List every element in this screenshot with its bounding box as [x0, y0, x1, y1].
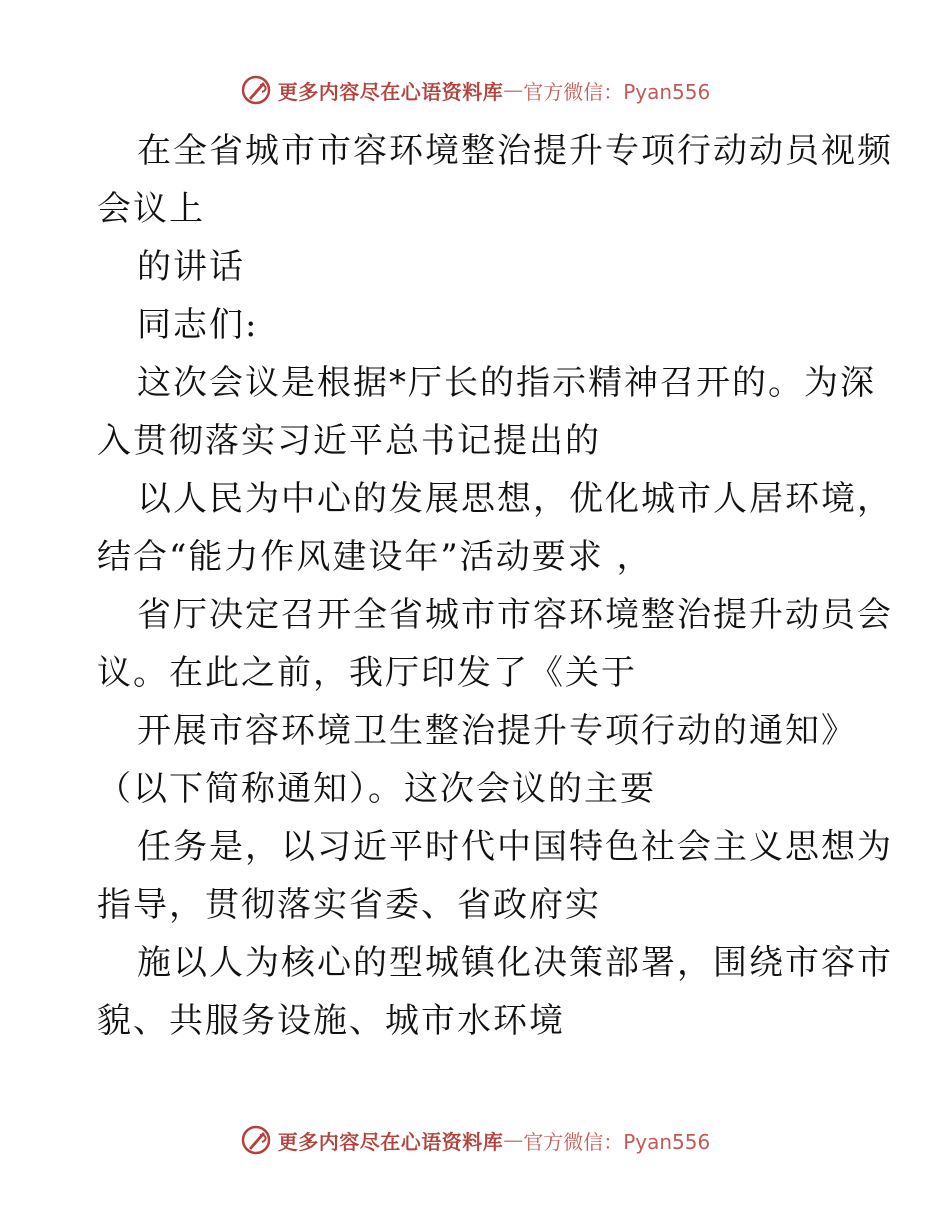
banner-dash: —	[503, 1128, 524, 1152]
banner-dash: —	[503, 78, 524, 102]
text-line: 貌、共服务设施、城市水环境	[97, 1001, 565, 1041]
text-line: 同志们:	[137, 305, 259, 345]
quill-logo-icon	[240, 1124, 272, 1156]
footer-watermark	[0, 1120, 950, 1160]
text-line: 这次会议是根据*厅长的指示精神召开的。为深	[137, 363, 876, 403]
text-line: 的讲话	[137, 247, 245, 287]
text-line: 会议上	[97, 189, 205, 229]
text-line: 任务是，以习近平时代中国特色社会主义思想为	[137, 827, 893, 867]
text-line: 入贯彻落实习近平总书记提出的	[97, 421, 601, 461]
speech-body	[97, 122, 897, 1050]
text-line: （以下简称通知）。这次会议的主要	[97, 769, 656, 809]
header-watermark	[0, 70, 950, 110]
text-line: 结合“能力作风建设年”活动要求 ，	[97, 537, 653, 577]
banner-wechat-text: 官方微信：Pyan556	[523, 79, 711, 104]
text-line: 开展市容环境卫生整治提升专项行动的通知》	[137, 711, 857, 751]
banner-main-text: 更多内容尽在心语资料库	[277, 79, 504, 104]
text-line: 议。在此之前，我厅印发了《关于	[97, 653, 637, 693]
text-line: 指导，贯彻落实省委、省政府实	[97, 885, 601, 925]
text-line: 以人民为中心的发展思想，优化城市人居环境，	[137, 479, 893, 519]
text-line: 省厅决定召开全省城市市容环境整治提升动员会	[137, 595, 893, 635]
banner-main-text: 更多内容尽在心语资料库	[277, 1129, 504, 1154]
quill-logo-icon	[240, 74, 272, 106]
banner-wechat-text: 官方微信：Pyan556	[523, 1129, 711, 1154]
text-line: 在全省城市市容环境整治提升专项行动动员视频	[137, 131, 893, 171]
text-line: 施以人为核心的型城镇化决策部署，围绕市容市	[137, 943, 893, 983]
